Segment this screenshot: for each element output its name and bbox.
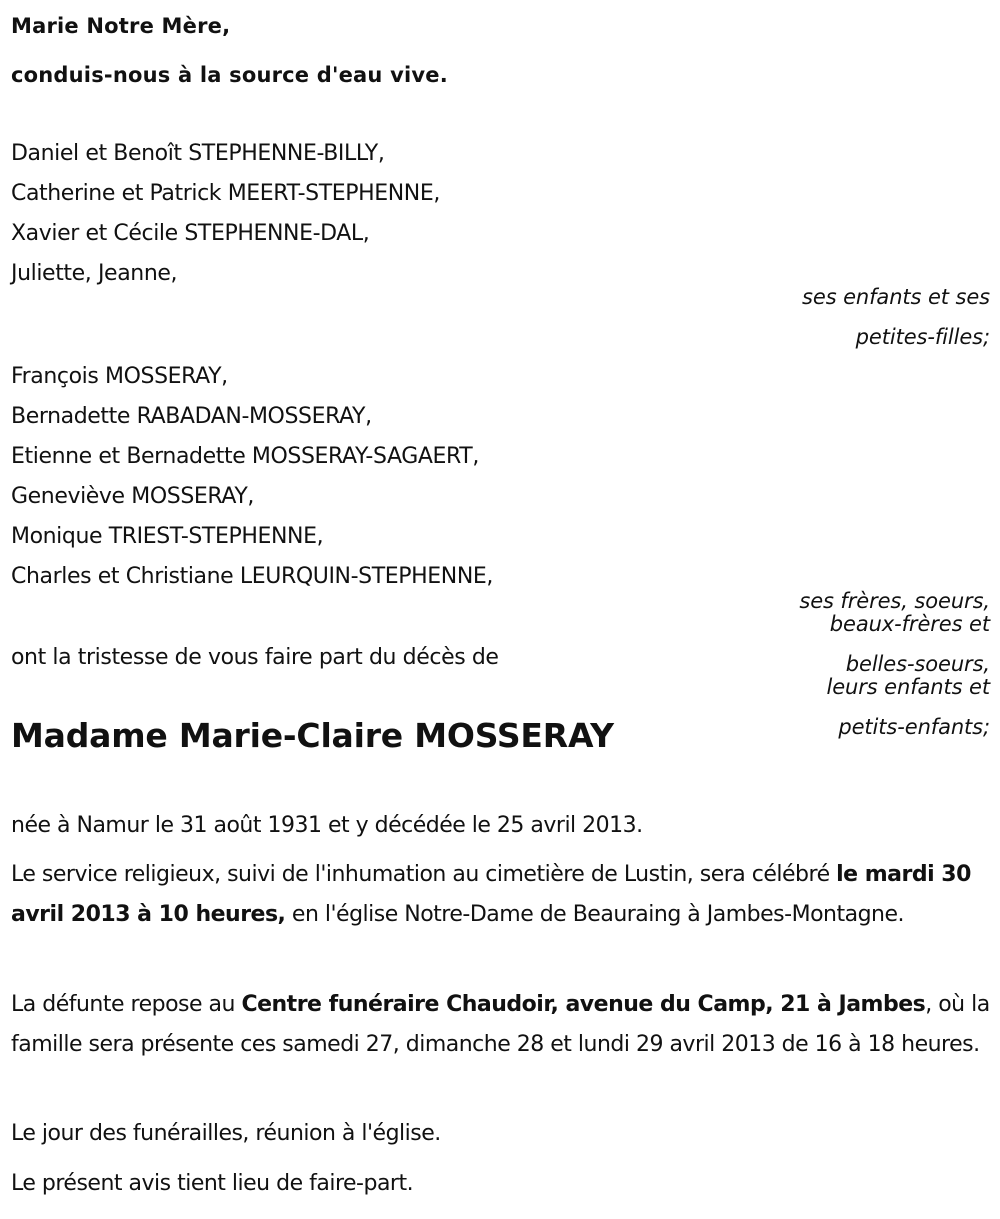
verse-line-1: Marie Notre Mère, [11, 14, 231, 38]
family-name: Xavier et Cécile STEPHENNE-DAL, [11, 221, 370, 246]
family-name: Geneviève MOSSERAY, [11, 484, 254, 509]
family-name: François MOSSERAY, [11, 364, 228, 389]
family-name: Etienne et Bernadette MOSSERAY-SAGAERT, [11, 444, 479, 469]
rest-paragraph [11, 985, 991, 1065]
family-name: Monique TRIEST-STEPHENNE, [11, 524, 324, 549]
family-name: Catherine et Patrick MEERT-STEPHENNE, [11, 181, 440, 206]
relation-line: petites-filles; [855, 325, 990, 349]
service-date: le mardi 30 avril 2013 à 10 heures, [11, 862, 971, 927]
family-name: Charles et Christiane LEURQUIN-STEPHENNE, [11, 564, 493, 589]
relation-line: beaux-frères et [829, 612, 990, 636]
relation-line: leurs enfants et [826, 675, 990, 699]
service-location: en l'église Notre-Dame de Beauraing à Jambes-Montagne. [285, 902, 905, 927]
verse-line-2: conduis-nous à la source d'eau vive. [11, 63, 448, 87]
service-paragraph [11, 855, 991, 935]
relation-line: ses frères, soeurs, [799, 589, 990, 613]
relation-line: petits-enfants; [838, 715, 990, 739]
announcement-text: ont la tristesse de vous faire part du décès de [11, 645, 499, 670]
family-name: Juliette, Jeanne, [11, 261, 178, 286]
deceased-name: Madame Marie-Claire MOSSERAY [11, 716, 614, 755]
rest-text: La défunte repose au [11, 992, 242, 1017]
family-name: Bernadette RABADAN-MOSSERAY, [11, 404, 372, 429]
visiting-hours: , où la famille sera présente ces samedi 27, dimanche 28 et lundi 29 avril 2013 de 16 à 18 heures. [11, 992, 990, 1057]
service-text: Le service religieux, suivi de l'inhumation au cimetière de Lustin, sera célébré [11, 862, 837, 887]
relation-line: ses enfants et ses [802, 285, 990, 309]
birth-death-text: née à Namur le 31 août 1931 et y décédée le 25 avril 2013. [11, 813, 643, 838]
family-name: Daniel et Benoît STEPHENNE-BILLY, [11, 141, 385, 166]
relation-line: belles-soeurs, [845, 652, 990, 676]
funeral-home-address: Centre funéraire Chaudoir, avenue du Camp, 21 à Jambes [241, 992, 926, 1017]
meeting-text: Le jour des funérailles, réunion à l'église. [11, 1121, 441, 1146]
notice-text: Le présent avis tient lieu de faire-part. [11, 1171, 414, 1196]
